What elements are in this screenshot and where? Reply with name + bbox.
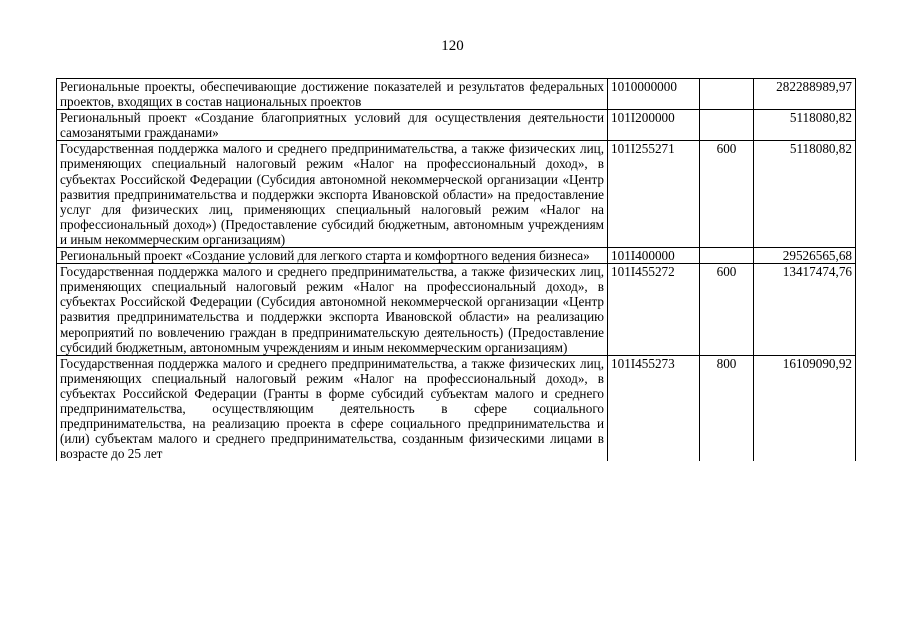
row-description: Государственная поддержка малого и среднего предпринимательства, а также физических лиц, применяющих специальный налоговый режим «Налог на профессиональный доход», в субъектах Российской Федерации (Гранты в форме субсидий субъектам малого и среднего предпринимательства, осуществляющим деятельность в сфере социального предпринимательства, на реализацию проекта в сфере социального предпринимательства и (или) субъектам малого и среднего предпринимательства, созданным физическими лицами в возрасте до 25 лет (57, 355, 608, 461)
row-code: 101I455272 (608, 264, 700, 356)
row-code: 101I455273 (608, 355, 700, 461)
row-code: 101I255271 (608, 141, 700, 248)
row-code: 101I400000 (608, 248, 700, 264)
row-expense-type (700, 110, 754, 141)
row-expense-type: 800 (700, 355, 754, 461)
budget-table (56, 78, 856, 461)
table-row (57, 355, 856, 461)
table-row (57, 248, 856, 264)
row-amount: 13417474,76 (754, 264, 856, 356)
table-row (57, 264, 856, 356)
row-expense-type (700, 248, 754, 264)
row-amount: 282288989,97 (754, 79, 856, 110)
row-code: 1010000000 (608, 79, 700, 110)
table-row (57, 141, 856, 248)
table-row (57, 110, 856, 141)
table-row (57, 79, 856, 110)
row-expense-type: 600 (700, 141, 754, 248)
row-description: Региональный проект «Создание благоприятных условий для осуществления деятельности самозанятыми гражданами» (57, 110, 608, 141)
row-description: Государственная поддержка малого и среднего предпринимательства, а также физических лиц, применяющих специальный налоговый режим «Налог на профессиональный доход», в субъектах Российской Федерации (Субсидия автономной некоммерческой организации «Центр развития предпринимательства и поддержки экспорта Ивановской области» на реализацию мероприятий по вовлечению граждан в предпринимательскую деятельность) (Предоставление субсидий бюджетным, автономным учреждениям и иным некоммерческим организациям) (57, 264, 608, 356)
row-description: Региональный проект «Создание условий для легкого старта и комфортного ведения бизнеса» (57, 248, 608, 264)
row-amount: 16109090,92 (754, 355, 856, 461)
row-amount: 5118080,82 (754, 110, 856, 141)
row-expense-type (700, 79, 754, 110)
row-description: Региональные проекты, обеспечивающие достижение показателей и результатов федеральных проектов, входящих в состав национальных проектов (57, 79, 608, 110)
row-code: 101I200000 (608, 110, 700, 141)
row-amount: 29526565,68 (754, 248, 856, 264)
row-expense-type: 600 (700, 264, 754, 356)
page-number: 120 (441, 38, 464, 54)
row-description: Государственная поддержка малого и среднего предпринимательства, а также физических лиц, применяющих специальный налоговый режим «Налог на профессиональный доход», в субъектах Российской Федерации (Субсидия автономной некоммерческой организации «Центр развития предпринимательства и поддержки экспорта Ивановской области» на предоставление услуг для физических лиц, применяющих специальный налоговый режим «Налог на профессиональный доход») (Предоставление субсидий бюджетным, автономным учреждениям и иным некоммерческим организациям) (57, 141, 608, 248)
row-amount: 5118080,82 (754, 141, 856, 248)
